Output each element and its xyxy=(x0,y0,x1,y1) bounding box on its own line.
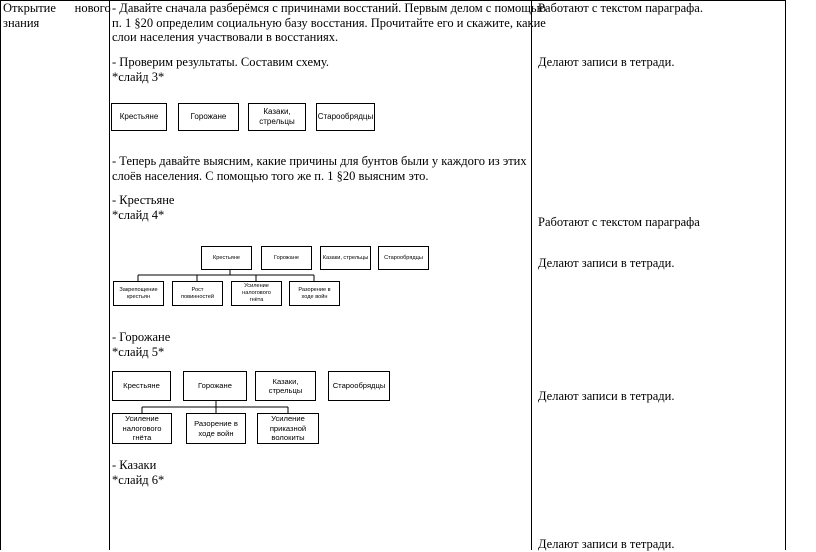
student-activity-3: Работают с текстом параграфа xyxy=(538,215,700,229)
box-cossacks-streltsy: Казаки, стрельцы xyxy=(248,103,306,131)
paragraph-3-line-1: - Теперь давайте выясним, какие причины для бунтов были у каждого из этих xyxy=(112,154,527,168)
student-activity-4: Делают записи в тетради. xyxy=(538,256,675,270)
table-right-border xyxy=(785,0,786,550)
teacher-paragraph-4 xyxy=(112,193,174,222)
box-townspeople: Горожане xyxy=(183,371,247,401)
slide-4-label: *слайд 4* xyxy=(112,207,165,222)
box-townspeople: Горожане xyxy=(261,246,312,270)
stage-title-line1: Открытие нового xyxy=(3,1,111,15)
teacher-paragraph-3 xyxy=(112,154,527,183)
box-cossacks-streltsy: Казаки, стрельцы xyxy=(255,371,316,401)
paragraph-1-line-2: п. 1 §20 определим социальную базу восстания. Прочитайте его и скажите, какие xyxy=(112,15,546,30)
box-peasants: Крестьяне xyxy=(112,371,171,401)
box-old-believers: Старообрядцы xyxy=(378,246,429,270)
teacher-paragraph-1 xyxy=(112,1,546,45)
box-cossacks-streltsy: Казаки, стрельцы xyxy=(320,246,371,270)
box-serfdom: Закрепощение крестьян xyxy=(113,281,164,306)
box-peasants: Крестьяне xyxy=(201,246,252,270)
stage-title-line2: знания xyxy=(3,15,40,30)
box-war-ruin: Разорение в ходе войн xyxy=(289,281,340,306)
box-bureaucratic-delays: Усиление приказной волокиты xyxy=(257,413,319,444)
column-divider-1 xyxy=(109,0,110,550)
table-left-border xyxy=(0,0,1,550)
student-activity-6: Делают записи в тетради. xyxy=(538,537,675,551)
teacher-paragraph-5 xyxy=(112,330,170,359)
slide-3-label: *слайд 3* xyxy=(112,69,165,84)
box-old-believers: Старообрядцы xyxy=(316,103,375,131)
student-activity-2: Делают записи в тетради. xyxy=(538,55,675,69)
box-war-ruin: Разорение в ходе войн xyxy=(186,413,246,444)
column-divider-2 xyxy=(531,0,532,550)
slide-6-label: *слайд 6* xyxy=(112,472,165,487)
slide-5-label: *слайд 5* xyxy=(112,344,165,359)
box-tax-oppression: Усиление налогового гнёта xyxy=(112,413,172,444)
paragraph-1-line-3: слои населения участвовали в восстаниях. xyxy=(112,30,339,44)
peasants-heading: - Крестьяне xyxy=(112,193,175,207)
teacher-paragraph-2 xyxy=(112,55,329,84)
student-activity-5: Делают записи в тетради. xyxy=(538,389,675,403)
cossacks-heading: - Казаки xyxy=(112,458,157,472)
student-activity-1: Работают с текстом параграфа. xyxy=(538,1,703,15)
box-old-believers: Старообрядцы xyxy=(328,371,390,401)
paragraph-2-line-1: - Проверим результаты. Составим схему. xyxy=(112,55,330,69)
box-peasants: Крестьяне xyxy=(111,103,167,131)
townspeople-heading: - Горожане xyxy=(112,330,171,344)
box-townspeople: Горожане xyxy=(178,103,239,131)
paragraph-3-line-2: слоёв населения. С помощью того же п. 1 §20 выясним это. xyxy=(112,168,429,183)
stage-title xyxy=(3,1,111,30)
teacher-paragraph-6 xyxy=(112,458,164,487)
paragraph-1-line-1: - Давайте сначала разберёмся с причинами восстаний. Первым делом с помощью xyxy=(112,1,546,15)
box-rising-duties: Рост повинностей xyxy=(172,281,223,306)
box-tax-oppression: Усиление налогового гнёта xyxy=(231,281,282,306)
